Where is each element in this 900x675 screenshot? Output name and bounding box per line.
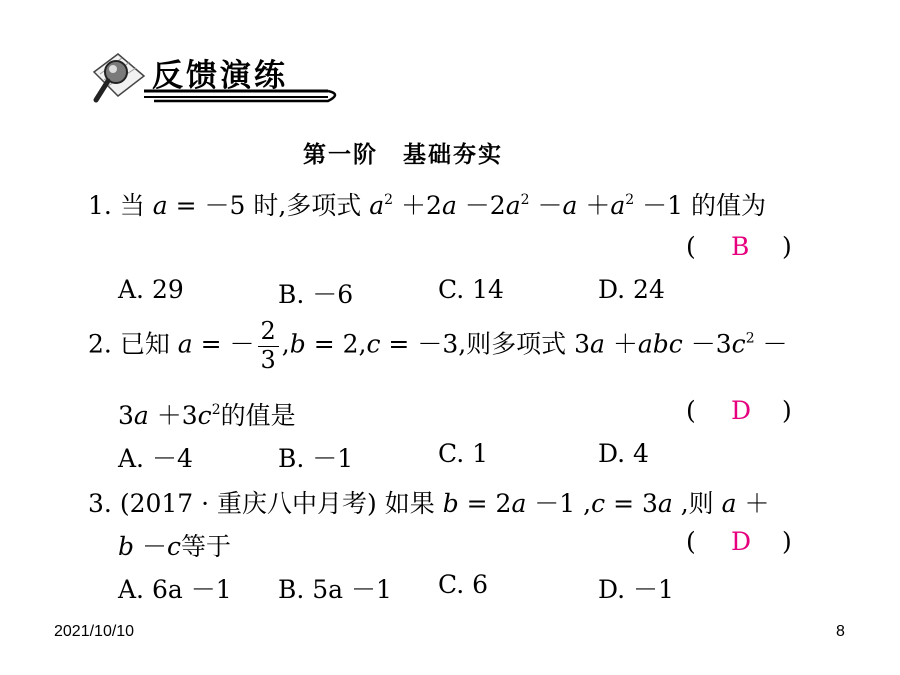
question-3-line-2: b －c等于 — [118, 532, 231, 561]
question-1-text: 1. 当 a = －5 时,多项式 $a^2 +2a -2a^2 -a +a^2 -1$ 的值为 — [88, 191, 766, 220]
question-3-line-1: 3. (2017 · 重庆八中月考) 如果 b = 2a －1 ,c = 3a ,则 a ＋ — [88, 489, 770, 518]
question-3-answer-close: ) — [782, 527, 792, 556]
question-3-option-c: C. 6 — [438, 570, 489, 599]
question-2-option-d: D. 4 — [598, 439, 649, 468]
question-2-answer-box: ( — [686, 396, 696, 425]
footer-date: 2021/10/10 — [54, 623, 135, 640]
question-1-option-d: D. 24 — [598, 275, 665, 304]
question-3-answer: D — [731, 527, 752, 556]
footer-page-number: 8 — [836, 623, 845, 640]
question-2-answer: D — [731, 396, 752, 425]
question-1-option-a: A. 29 — [118, 275, 184, 304]
section-title: 第一阶 基础夯实 — [303, 141, 503, 168]
question-2-option-a: A. －4 — [118, 444, 193, 473]
question-3-answer-box: ( — [686, 527, 696, 556]
header-title: 反馈演练 — [152, 58, 288, 94]
question-1-answer-close: ) — [782, 232, 792, 261]
question-2-line-1: 2. 已知 a = － $\frac{2}{3}$ ,b = 2,c = －3,则多项式 $3a +abc -3c^2$ － — [88, 317, 788, 374]
question-2-line-2: $3a +3c^2$的值是 — [118, 401, 296, 430]
fraction-two-thirds: $\frac{2}{3}$ — [258, 318, 279, 374]
question-2-option-b: B. －1 — [278, 444, 354, 473]
question-1-option-b: B. －6 — [278, 280, 354, 309]
question-1-answer-box: ( — [686, 232, 696, 261]
question-2-option-c: C. 1 — [438, 439, 489, 468]
question-1-option-c: C. 14 — [438, 275, 504, 304]
question-2-answer-close: ) — [782, 396, 792, 425]
question-1-answer: B — [731, 232, 750, 261]
question-3-option-b: B. 5a －1 — [278, 575, 392, 604]
header-banner — [88, 48, 348, 110]
question-3-option-d: D. －1 — [598, 575, 674, 604]
question-3-option-a: A. 6a －1 — [118, 575, 232, 604]
header-underline — [144, 86, 348, 110]
